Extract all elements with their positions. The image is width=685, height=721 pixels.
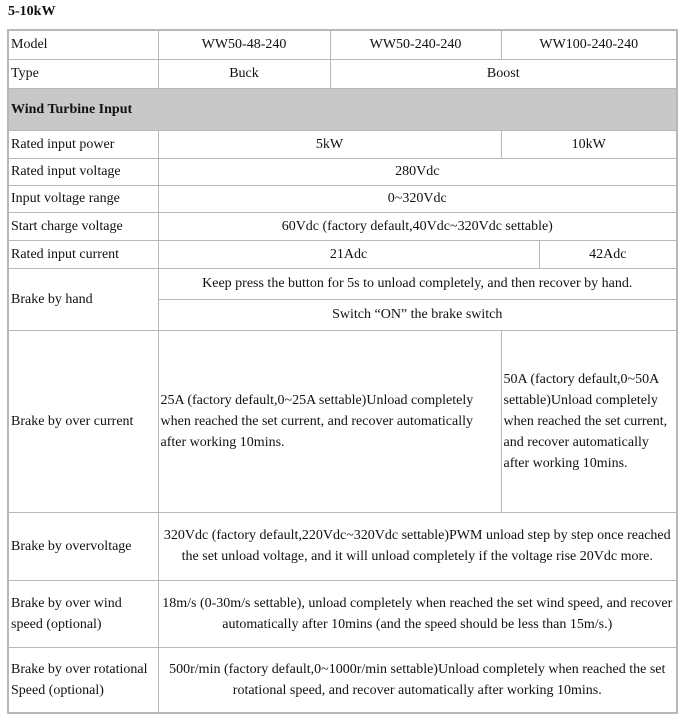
spec-table (7, 29, 678, 714)
model-cell: WW50-48-240 (158, 30, 330, 59)
section-title: Wind Turbine Input (8, 88, 677, 130)
table-row (8, 59, 677, 88)
value-cell: 42Adc (539, 240, 677, 268)
value-cell: 500r/min (factory default,0~1000r/min settable)Unload completely when reached the set rotational speed, and recover automatically after working 10mins. (158, 647, 677, 713)
table-row (8, 158, 677, 185)
row-label: Brake by over rotational Speed (optional) (8, 647, 158, 713)
table-row (8, 212, 677, 240)
value-cell: 10kW (501, 130, 677, 158)
value-cell: 320Vdc (factory default,220Vdc~320Vdc settable)PWM unload step by step once reached the set unload voltage, and it will unload completely if the voltage rise 20Vdc more. (158, 512, 677, 580)
row-label: Rated input current (8, 240, 158, 268)
table-row (8, 647, 677, 713)
row-label: Start charge voltage (8, 212, 158, 240)
section-row (8, 88, 677, 130)
type-cell: Buck (158, 59, 330, 88)
row-label: Model (8, 30, 158, 59)
value-cell: 21Adc (158, 240, 539, 268)
model-cell: WW100-240-240 (501, 30, 677, 59)
row-label: Type (8, 59, 158, 88)
model-cell: WW50-240-240 (330, 30, 501, 59)
type-cell: Boost (330, 59, 677, 88)
row-label: Brake by hand (8, 268, 158, 330)
value-cell: 18m/s (0-30m/s settable), unload completely when reached the set wind speed, and recover automatically after 10mins (and the speed should be less than 15m/s.) (158, 580, 677, 647)
value-cell: 50A (factory default,0~50A settable)Unload completely when reached the set current, and recover automatically after working 10mins. (501, 330, 677, 512)
table-row (8, 330, 677, 512)
value-cell: 5kW (158, 130, 501, 158)
table-row (8, 240, 677, 268)
value-cell: 25A (factory default,0~25A settable)Unload completely when reached the set current, and recover automatically after working 10mins. (158, 330, 501, 512)
page-heading: 5-10kW (8, 4, 56, 19)
row-label: Brake by overvoltage (8, 512, 158, 580)
row-label: Rated input voltage (8, 158, 158, 185)
row-label: Input voltage range (8, 185, 158, 212)
row-label: Rated input power (8, 130, 158, 158)
table-row (8, 580, 677, 647)
table-row (8, 512, 677, 580)
value-cell: Keep press the button for 5s to unload completely, and then recover by hand. (158, 268, 677, 299)
row-label: Brake by over wind speed (optional) (8, 580, 158, 647)
row-label: Brake by over current (8, 330, 158, 512)
table-row (8, 30, 677, 59)
value-cell: 0~320Vdc (158, 185, 677, 212)
value-cell: 280Vdc (158, 158, 677, 185)
table-row (8, 185, 677, 212)
table-row (8, 268, 677, 299)
value-cell: Switch “ON” the brake switch (158, 299, 677, 330)
table-row (8, 130, 677, 158)
value-cell: 60Vdc (factory default,40Vdc~320Vdc settable) (158, 212, 677, 240)
